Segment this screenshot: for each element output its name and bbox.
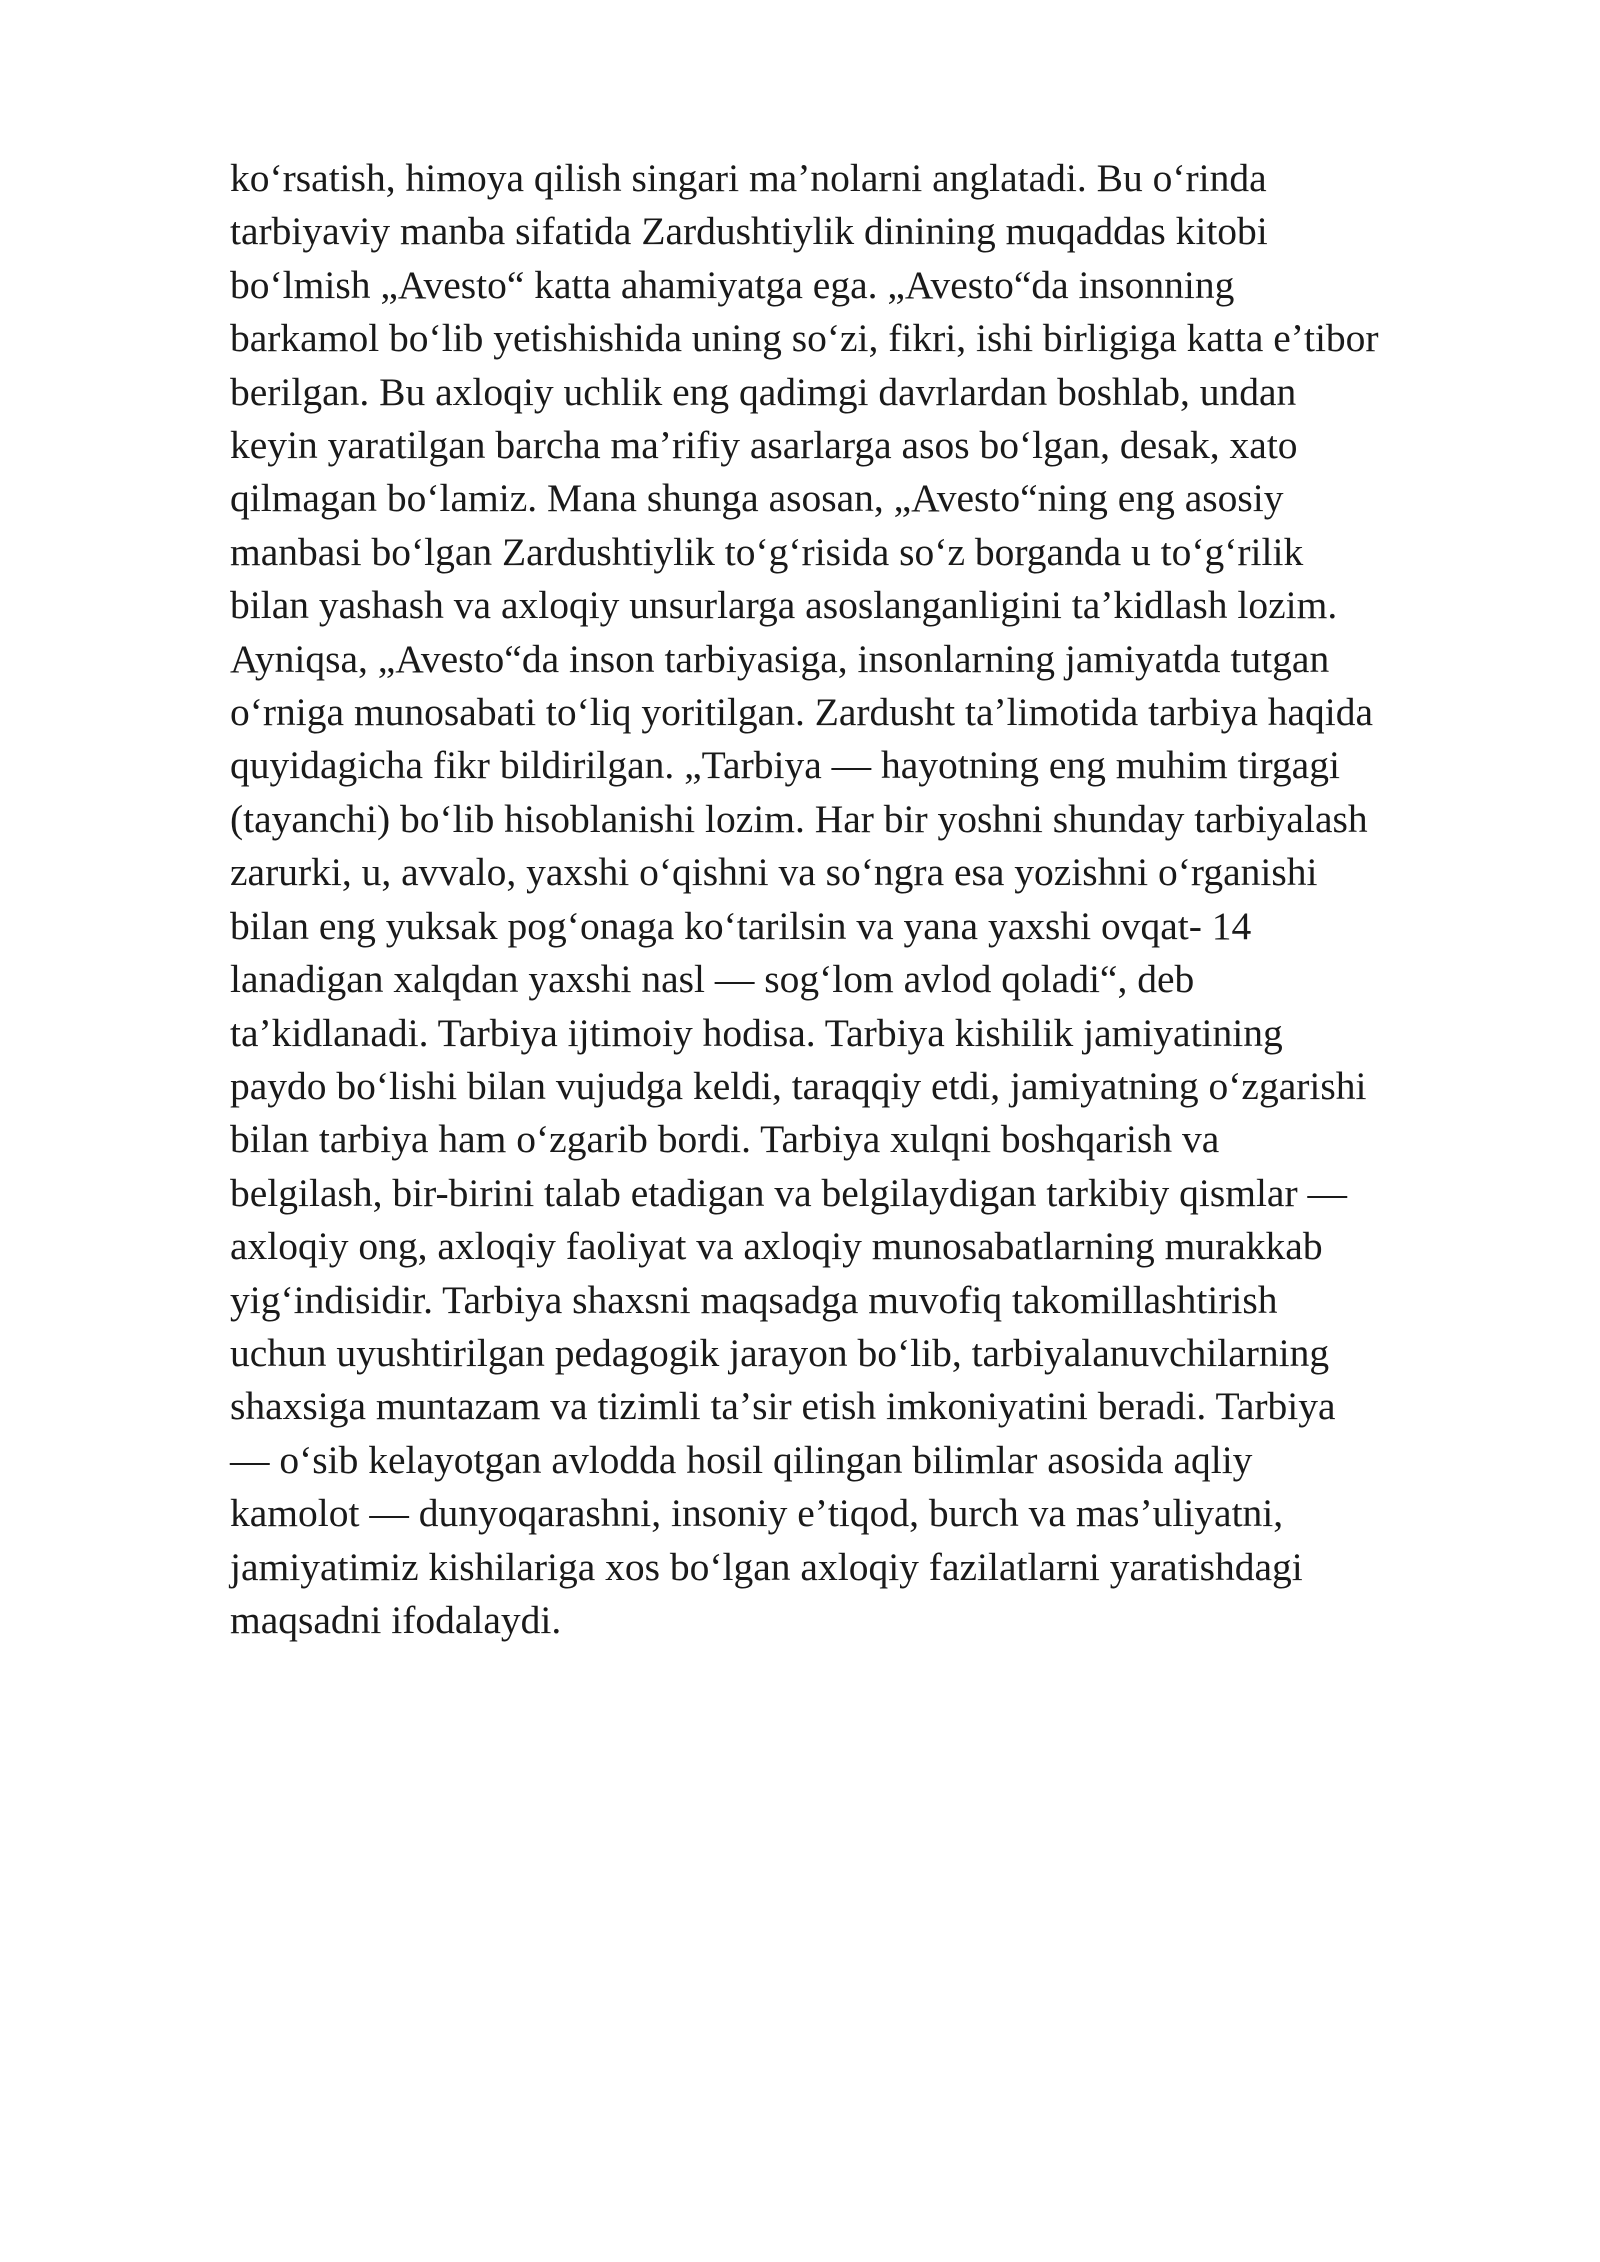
text-line: berilgan. Bu axloqiy uchlik eng qadimgi davrlardan boshlab, undan <box>230 369 1297 414</box>
text-line: qilmagan boʻlamiz. Mana shunga asosan, „Avesto“ning eng asosiy <box>230 476 1284 521</box>
text-line: bilan yashash va axloqiy unsurlarga asoslanganligini taʼkidlash lozim. <box>230 583 1338 628</box>
text-line: — oʻsib kelayotgan avlodda hosil qilingan bilimlar asosida aqliy <box>230 1437 1253 1482</box>
text-line: tarbiyaviy manba sifatida Zardushtiylik dinining muqaddas kitobi <box>230 209 1268 254</box>
text-line: keyin yaratilgan barcha maʼrifiy asarlarga asos boʻlgan, desak, xato <box>230 423 1298 468</box>
text-line: axloqiy ong, axloqiy faoliyat va axloqiy munosabatlarning murakkab <box>230 1224 1323 1269</box>
text-line: barkamol boʻlib yetishishida uning soʻzi, fikri, ishi birligiga katta eʼtibor <box>230 316 1379 361</box>
body-paragraph <box>230 152 1530 1647</box>
text-line: uchun uyushtirilgan pedagogik jarayon boʻlib, tarbiyalanuvchilarning <box>230 1330 1330 1375</box>
text-line: bilan tarbiya ham oʻzgarib bordi. Tarbiya xulqni boshqarish va <box>230 1117 1220 1162</box>
text-line: manbasi boʻlgan Zardushtiylik toʻgʻrisida soʻz borganda u toʻgʻrilik <box>230 529 1304 574</box>
text-line: kamolot — dunyoqarashni, insoniy eʼtiqod, burch va masʼuliyatni, <box>230 1491 1284 1536</box>
text-line: yigʻindisidir. Tarbiya shaxsni maqsadga muvofiq takomillashtirish <box>230 1277 1278 1322</box>
text-line: zarurki, u, avvalo, yaxshi oʻqishni va soʻngra esa yozishni oʻrganishi <box>230 850 1318 895</box>
text-line: shaxsiga muntazam va tizimli taʼsir etish imkoniyatini beradi. Tarbiya <box>230 1384 1336 1429</box>
text-line: taʼkidlanadi. Tarbiya ijtimoiy hodisa. Tarbiya kishilik jamiyatining <box>230 1010 1283 1055</box>
text-line: lanadigan xalqdan yaxshi nasl — sogʻlom avlod qoladi“, deb <box>230 957 1195 1002</box>
text-line: Ayniqsa, „Avesto“da inson tarbiyasiga, insonlarning jamiyatda tutgan <box>230 636 1330 681</box>
text-line: jamiyatimiz kishilariga xos boʻlgan axloqiy fazilatlarni yaratishdagi <box>230 1544 1303 1589</box>
text-line: maqsadni ifodalaydi. <box>230 1597 562 1642</box>
text-line: koʻrsatish, himoya qilish singari maʼnolarni anglatadi. Bu oʻrinda <box>230 156 1267 200</box>
text-line: boʻlmish „Avesto“ katta ahamiyatga ega. „Avesto“da insonning <box>230 262 1235 307</box>
text-line: oʻrniga munosabati toʻliq yoritilgan. Zardusht taʼlimotida tarbiya haqida <box>230 690 1374 735</box>
text-line: bilan eng yuksak pogʻonaga koʻtarilsin va yana yaxshi ovqat- 14 <box>230 903 1252 948</box>
text-line: (tayanchi) boʻlib hisoblanishi lozim. Har bir yoshni shunday tarbiyalash <box>230 796 1368 841</box>
text-line: belgilash, bir-birini talab etadigan va belgilaydigan tarkibiy qismlar — <box>230 1170 1347 1215</box>
text-line: paydo boʻlishi bilan vujudga keldi, taraqqiy etdi, jamiyatning oʻzgarishi <box>230 1063 1367 1108</box>
text-line: quyidagicha fikr bildirilgan. „Tarbiya — hayotning eng muhim tirgagi <box>230 743 1340 788</box>
